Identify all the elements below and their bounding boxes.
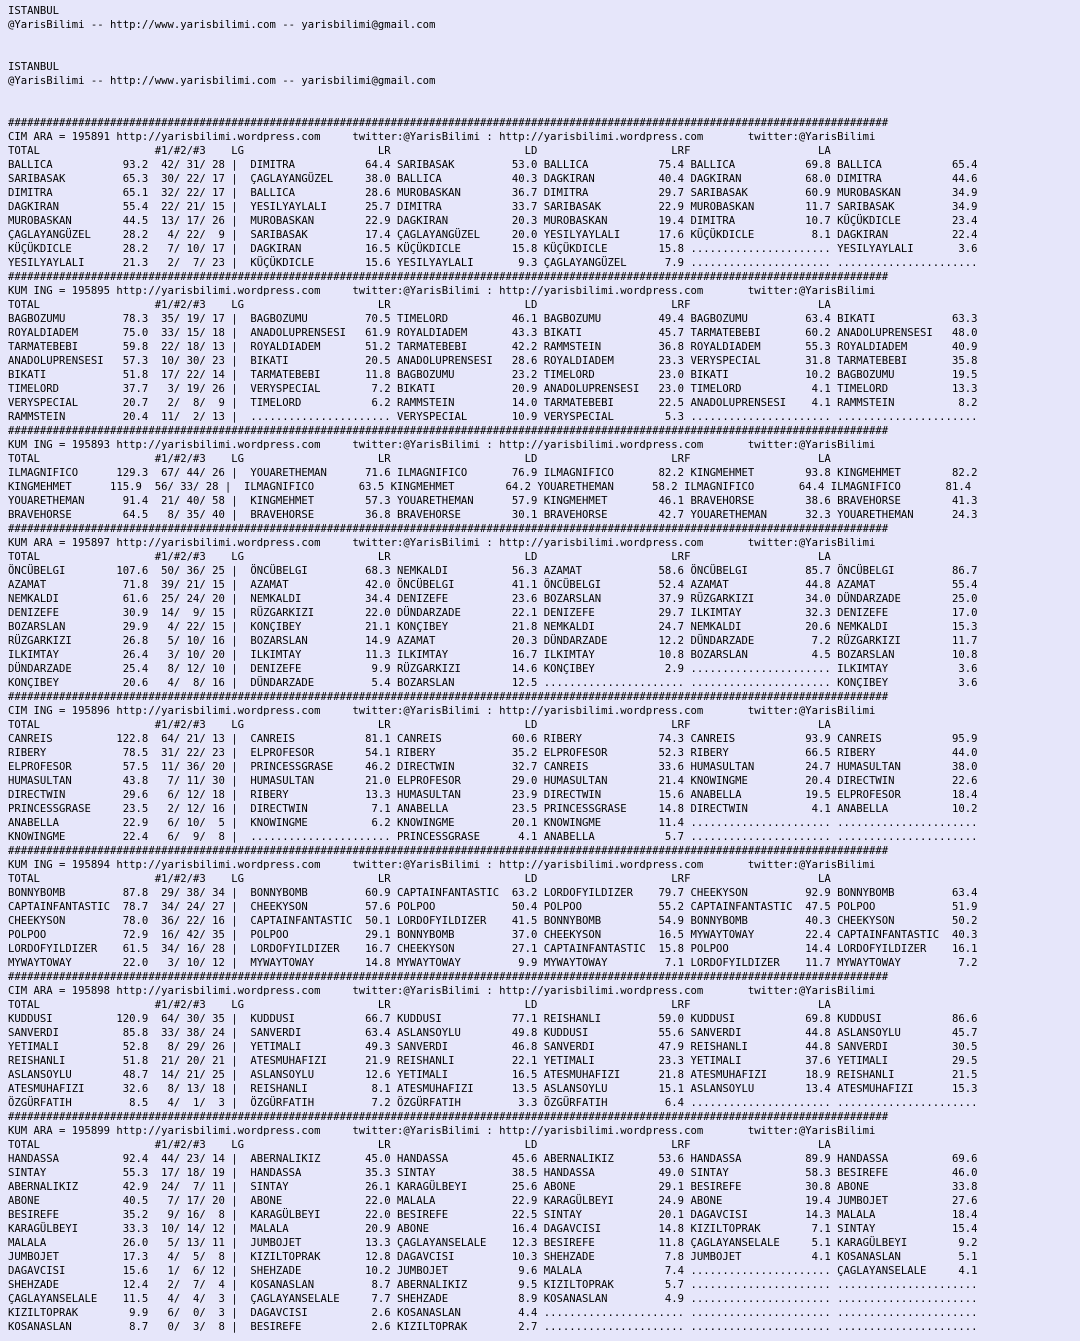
race-title: CIM ING = 195896 http://yarisbilimi.wordpress.com twitter:@YarisBilimi : http://yarisbilimi.wordpress.com twitter:@YarisBilimi — [8, 705, 876, 717]
table-row: DAGAVCISI 15.6 1/ 6/ 12 | SHEHZADE 10.2 JUMBOJET 9.6 MALALA 7.4 ...................... ÇAGLAYANSELALE 4.1 — [8, 1265, 978, 1277]
table-row: KINGMEHMET 115.9 56/ 33/ 28 | ILMAGNIFICO 63.5 KINGMEHMET 64.2 YOUARETHEMAN 58.2 ILMAGNIFICO 64.4 ILMAGNIFICO 81.4 — [8, 481, 972, 493]
table-row: ATESMUHAFIZI 32.6 8/ 13/ 18 | REISHANLI 8.1 ATESMUHAFIZI 13.5 ASLANSOYLU 15.1 ASLANSOYLU 13.4 ATESMUHAFIZI 15.3 — [8, 1083, 978, 1095]
table-row: ILMAGNIFICO 129.3 67/ 44/ 26 | YOUARETHEMAN 71.6 ILMAGNIFICO 76.9 ILMAGNIFICO 82.2 KINGMEHMET 93.8 KINGMEHMET 82.2 — [8, 467, 978, 479]
table-row: TIMELORD 37.7 3/ 19/ 26 | VERYSPECIAL 7.2 BIKATI 20.9 ANADOLUPRENSESI 23.0 TIMELORD 4.1 TIMELORD 13.3 — [8, 383, 978, 395]
table-row: HANDASSA 92.4 44/ 23/ 14 | ABERNALIKIZ 45.0 HANDASSA 45.6 ABERNALIKIZ 53.6 HANDASSA 89.9 HANDASSA 69.6 — [8, 1153, 978, 1165]
separator-line: ########################################################################################################################################## — [8, 117, 889, 129]
table-row: JUMBOJET 17.3 4/ 5/ 8 | KIZILTOPRAK 12.8 DAGAVCISI 10.3 SHEHZADE 7.8 JUMBOJET 4.1 KOSANASLAN 5.1 — [8, 1251, 978, 1263]
table-row: YETIMALI 52.8 8/ 29/ 26 | YETIMALI 49.3 SANVERDI 46.8 SANVERDI 47.9 REISHANLI 44.8 SANVERDI 30.5 — [8, 1041, 978, 1053]
table-row: BESIREFE 35.2 9/ 16/ 8 | KARAGÜLBEYI 22.0 BESIREFE 22.5 SINTAY 20.1 DAGAVCISI 14.3 MALALA 18.4 — [8, 1209, 978, 1221]
table-row: ÖZGÜRFATIH 8.5 4/ 1/ 3 | ÖZGÜRFATIH 7.2 ÖZGÜRFATIH 3.3 ÖZGÜRFATIH 6.4 ...................... ...................... — [8, 1097, 978, 1109]
table-row: SANVERDI 85.8 33/ 38/ 24 | SANVERDI 63.4 ASLANSOYLU 49.8 KUDDUSI 55.6 SANVERDI 44.8 ASLANSOYLU 45.7 — [8, 1027, 978, 1039]
race-title: CIM ARA = 195891 http://yarisbilimi.wordpress.com twitter:@YarisBilimi : http://yarisbilimi.wordpress.com twitter:@YarisBilimi — [8, 131, 876, 143]
table-row: DIMITRA 65.1 32/ 22/ 17 | BALLICA 28.6 MUROBASKAN 36.7 DIMITRA 29.7 SARIBASAK 60.9 MUROBASKAN 34.9 — [8, 187, 978, 199]
separator-line: ########################################################################################################################################## — [8, 271, 889, 283]
table-row: KUDDUSI 120.9 64/ 30/ 35 | KUDDUSI 66.7 KUDDUSI 77.1 REISHANLI 59.0 KUDDUSI 69.8 KUDDUSI 86.6 — [8, 1013, 978, 1025]
table-row: ANADOLUPRENSESI 57.3 10/ 30/ 23 | BIKATI 20.5 ANADOLUPRENSESI 28.6 ROYALDIADEM 23.3 VERYSPECIAL 31.8 TARMATEBEBI 35.8 — [8, 355, 978, 367]
column-header: TOTAL #1/#2/#3 LG LR LD LRF LA — [8, 1139, 831, 1151]
table-row: BIKATI 51.8 17/ 22/ 14 | TARMATEBEBI 11.8 BAGBOZUMU 23.2 TIMELORD 23.0 BIKATI 10.2 BAGBOZUMU 19.5 — [8, 369, 978, 381]
table-row: DÜNDARZADE 25.4 8/ 12/ 10 | DENIZEFE 9.9 RÜZGARKIZI 14.6 KONÇIBEY 2.9 ...................... ILKIMTAY 3.6 — [8, 663, 978, 675]
city-header: ISTANBUL — [8, 5, 60, 17]
table-row: ABONE 40.5 7/ 17/ 20 | ABONE 22.0 MALALA 22.9 KARAGÜLBEYI 24.9 ABONE 19.4 JUMBOJET 27.6 — [8, 1195, 978, 1207]
table-row: KÜÇÜKDICLE 28.2 7/ 10/ 17 | DAGKIRAN 16.5 KÜÇÜKDICLE 15.8 KÜÇÜKDICLE 15.8 ...................... YESILYAYLALI 3.6 — [8, 243, 978, 255]
table-row: YOUARETHEMAN 91.4 21/ 40/ 58 | KINGMEHMET 57.3 YOUARETHEMAN 57.9 KINGMEHMET 46.1 BRAVEHORSE 38.6 BRAVEHORSE 41.3 — [8, 495, 978, 507]
table-row: SINTAY 55.3 17/ 18/ 19 | HANDASSA 35.3 SINTAY 38.5 HANDASSA 49.0 SINTAY 58.3 BESIREFE 46.0 — [8, 1167, 978, 1179]
table-row: TARMATEBEBI 59.8 22/ 18/ 13 | ROYALDIADEM 51.2 TARMATEBEBI 42.2 RAMMSTEIN 36.8 ROYALDIADEM 55.3 ROYALDIADEM 40.9 — [8, 341, 978, 353]
table-row: SHEHZADE 12.4 2/ 7/ 4 | KOSANASLAN 8.7 ABERNALIKIZ 9.5 KIZILTOPRAK 5.7 ...................... ...................... — [8, 1279, 978, 1291]
header-spacer — [8, 88, 1080, 116]
table-row: CAPTAINFANTASTIC 78.7 34/ 24/ 27 | CHEEKYSON 57.6 POLPOO 50.4 POLPOO 55.2 CAPTAINFANTASTIC 47.5 POLPOO 51.9 — [8, 901, 978, 913]
table-row: ABERNALIKIZ 42.9 24/ 7/ 11 | SINTAY 26.1 KARAGÜLBEYI 25.6 ABONE 29.1 BESIREFE 30.8 ABONE 33.8 — [8, 1181, 978, 1193]
table-row: ILKIMTAY 26.4 3/ 10/ 20 | ILKIMTAY 11.3 ILKIMTAY 16.7 ILKIMTAY 10.8 BOZARSLAN 4.5 BOZARSLAN 10.8 — [8, 649, 978, 661]
table-row: MUROBASKAN 44.5 13/ 17/ 26 | MUROBASKAN 22.9 DAGKIRAN 20.3 MUROBASKAN 19.4 DIMITRA 10.7 KÜÇÜKDICLE 23.4 — [8, 215, 978, 227]
separator-line: ########################################################################################################################################## — [8, 691, 889, 703]
separator-line: ########################################################################################################################################## — [8, 971, 889, 983]
table-row: BALLICA 93.2 42/ 31/ 28 | DIMITRA 64.4 SARIBASAK 53.0 BALLICA 75.4 BALLICA 69.8 BALLICA 65.4 — [8, 159, 978, 171]
table-row: CANREIS 122.8 64/ 21/ 13 | CANREIS 81.1 CANREIS 60.6 RIBERY 74.3 CANREIS 93.9 CANREIS 95.9 — [8, 733, 978, 745]
table-row: DENIZEFE 30.9 14/ 9/ 15 | RÜZGARKIZI 22.0 DÜNDARZADE 22.1 DENIZEFE 29.7 ILKIMTAY 32.3 DENIZEFE 17.0 — [8, 607, 978, 619]
column-header: TOTAL #1/#2/#3 LG LR LD LRF LA — [8, 999, 831, 1011]
table-row: KARAGÜLBEYI 33.3 10/ 14/ 12 | MALALA 20.9 ABONE 16.4 DAGAVCISI 14.8 KIZILTOPRAK 7.1 SINTAY 15.4 — [8, 1223, 978, 1235]
column-header: TOTAL #1/#2/#3 LG LR LD LRF LA — [8, 551, 831, 563]
table-row: BONNYBOMB 87.8 29/ 38/ 34 | BONNYBOMB 60.9 CAPTAINFANTASTIC 63.2 LORDOFYILDIZER 79.7 CHEEKYSON 92.9 BONNYBOMB 63.4 — [8, 887, 978, 899]
table-row: CHEEKYSON 78.0 36/ 22/ 16 | CAPTAINFANTASTIC 50.1 LORDOFYILDIZER 41.5 BONNYBOMB 54.9 BONNYBOMB 40.3 CHEEKYSON 50.2 — [8, 915, 978, 927]
separator-line: ########################################################################################################################################## — [8, 523, 889, 535]
table-row: POLPOO 72.9 16/ 42/ 35 | POLPOO 29.1 BONNYBOMB 37.0 CHEEKYSON 16.5 MYWAYTOWAY 22.4 CAPTAINFANTASTIC 40.3 — [8, 929, 978, 941]
table-row: PRINCESSGRASE 23.5 2/ 12/ 16 | DIRECTWIN 7.1 ANABELLA 23.5 PRINCESSGRASE 14.8 DIRECTWIN 4.1 ANABELLA 10.2 — [8, 803, 978, 815]
race-title: KUM ING = 195895 http://yarisbilimi.wordpress.com twitter:@YarisBilimi : http://yarisbilimi.wordpress.com twitter:@YarisBilimi — [8, 285, 876, 297]
header-spacer — [8, 32, 1080, 60]
table-row: BRAVEHORSE 64.5 8/ 35/ 40 | BRAVEHORSE 36.8 BRAVEHORSE 30.1 BRAVEHORSE 42.7 YOUARETHEMAN 32.3 YOUARETHEMAN 24.3 — [8, 509, 978, 521]
table-row: ASLANSOYLU 48.7 14/ 21/ 25 | ASLANSOYLU 12.6 YETIMALI 16.5 ATESMUHAFIZI 21.8 ATESMUHAFIZI 18.9 REISHANLI 21.5 — [8, 1069, 978, 1081]
race-title: KUM ARA = 195899 http://yarisbilimi.wordpress.com twitter:@YarisBilimi : http://yarisbilimi.wordpress.com twitter:@YarisBilimi — [8, 1125, 876, 1137]
table-row: REISHANLI 51.8 21/ 20/ 21 | ATESMUHAFIZI 21.9 REISHANLI 22.1 YETIMALI 23.3 YETIMALI 37.6 YETIMALI 29.5 — [8, 1055, 978, 1067]
column-header: TOTAL #1/#2/#3 LG LR LD LRF LA — [8, 145, 831, 157]
contact-line: @YarisBilimi -- http://www.yarisbilimi.com -- yarisbilimi@gmail.com — [8, 19, 436, 31]
table-row: DIRECTWIN 29.6 6/ 12/ 18 | RIBERY 13.3 HUMASULTAN 23.9 DIRECTWIN 15.6 ANABELLA 19.5 ELPROFESOR 18.4 — [8, 789, 978, 801]
table-row: BAGBOZUMU 78.3 35/ 19/ 17 | BAGBOZUMU 70.5 TIMELORD 46.1 BAGBOZUMU 49.4 BAGBOZUMU 63.4 BIKATI 63.3 — [8, 313, 978, 325]
table-row: RAMMSTEIN 20.4 11/ 2/ 13 | ...................... VERYSPECIAL 10.9 VERYSPECIAL 5.3 ...................... ...................... — [8, 411, 978, 423]
race-title: KUM ING = 195893 http://yarisbilimi.wordpress.com twitter:@YarisBilimi : http://yarisbilimi.wordpress.com twitter:@YarisBilimi — [8, 439, 876, 451]
column-header: TOTAL #1/#2/#3 LG LR LD LRF LA — [8, 873, 831, 885]
table-row: ELPROFESOR 57.5 11/ 36/ 20 | PRINCESSGRASE 46.2 DIRECTWIN 32.7 CANREIS 33.6 HUMASULTAN 24.7 HUMASULTAN 38.0 — [8, 761, 978, 773]
column-header: TOTAL #1/#2/#3 LG LR LD LRF LA — [8, 299, 831, 311]
table-row: VERYSPECIAL 20.7 2/ 8/ 9 | TIMELORD 6.2 RAMMSTEIN 14.0 TARMATEBEBI 22.5 ANADOLUPRENSESI 4.1 RAMMSTEIN 8.2 — [8, 397, 978, 409]
table-row: NEMKALDI 61.6 25/ 24/ 20 | NEMKALDI 34.4 DENIZEFE 23.6 BOZARSLAN 37.9 RÜZGARKIZI 34.0 DÜNDARZADE 25.0 — [8, 593, 978, 605]
table-row: MALALA 26.0 5/ 13/ 11 | JUMBOJET 13.3 ÇAGLAYANSELALE 12.3 BESIREFE 11.8 ÇAGLAYANSELALE 5.1 KARAGÜLBEYI 9.2 — [8, 1237, 978, 1249]
race-title: CIM ARA = 195898 http://yarisbilimi.wordpress.com twitter:@YarisBilimi : http://yarisbilimi.wordpress.com twitter:@YarisBilimi — [8, 985, 876, 997]
table-row: KONÇIBEY 20.6 4/ 8/ 16 | DÜNDARZADE 5.4 BOZARSLAN 12.5 ...................... ...................... KONÇIBEY 3.6 — [8, 677, 978, 689]
table-row: LORDOFYILDIZER 61.5 34/ 16/ 28 | LORDOFYILDIZER 16.7 CHEEKYSON 27.1 CAPTAINFANTASTIC 15.8 POLPOO 14.4 LORDOFYILDIZER 16.1 — [8, 943, 978, 955]
separator-line: ########################################################################################################################################## — [8, 1111, 889, 1123]
table-row: HUMASULTAN 43.8 7/ 11/ 30 | HUMASULTAN 21.0 ELPROFESOR 29.0 HUMASULTAN 21.4 KNOWINGME 20.4 DIRECTWIN 22.6 — [8, 775, 978, 787]
table-row: SARIBASAK 65.3 30/ 22/ 17 | ÇAGLAYANGÜZEL 38.0 BALLICA 40.3 DAGKIRAN 40.4 DAGKIRAN 68.0 DIMITRA 44.6 — [8, 173, 978, 185]
city-header: ISTANBUL — [8, 61, 60, 73]
column-header: TOTAL #1/#2/#3 LG LR LD LRF LA — [8, 453, 831, 465]
contact-line: @YarisBilimi -- http://www.yarisbilimi.com -- yarisbilimi@gmail.com — [8, 75, 436, 87]
separator-line: ########################################################################################################################################## — [8, 845, 889, 857]
table-row: KNOWINGME 22.4 6/ 9/ 8 | ...................... PRINCESSGRASE 4.1 ANABELLA 5.7 ...................... ...................... — [8, 831, 978, 843]
column-header: TOTAL #1/#2/#3 LG LR LD LRF LA — [8, 719, 831, 731]
table-row: YESILYAYLALI 21.3 2/ 7/ 23 | KÜÇÜKDICLE 15.6 YESILYAYLALI 9.3 ÇAGLAYANGÜZEL 7.9 ...................... ...................... — [8, 257, 978, 269]
table-row: ÇAGLAYANGÜZEL 28.2 4/ 22/ 9 | SARIBASAK 17.4 ÇAGLAYANGÜZEL 20.0 YESILYAYLALI 17.6 KÜÇÜKDICLE 8.1 DAGKIRAN 22.4 — [8, 229, 978, 241]
table-row: RIBERY 78.5 31/ 22/ 23 | ELPROFESOR 54.1 RIBERY 35.2 ELPROFESOR 52.3 RIBERY 66.5 RIBERY 44.0 — [8, 747, 978, 759]
race-title: KUM ARA = 195897 http://yarisbilimi.wordpress.com twitter:@YarisBilimi : http://yarisbilimi.wordpress.com twitter:@YarisBilimi — [8, 537, 876, 549]
separator-line: ########################################################################################################################################## — [8, 425, 889, 437]
table-row: ÇAGLAYANSELALE 11.5 4/ 4/ 3 | ÇAGLAYANSELALE 7.7 SHEHZADE 8.9 KOSANASLAN 4.9 ...................... ...................... — [8, 1293, 978, 1305]
table-row: DAGKIRAN 55.4 22/ 21/ 15 | YESILYAYLALI 25.7 DIMITRA 33.7 SARIBASAK 22.9 MUROBASKAN 11.7 SARIBASAK 34.9 — [8, 201, 978, 213]
table-row: ÖNCÜBELGI 107.6 50/ 36/ 25 | ÖNCÜBELGI 68.3 NEMKALDI 56.3 AZAMAT 58.6 ÖNCÜBELGI 85.7 ÖNCÜBELGI 86.7 — [8, 565, 978, 577]
table-row: MYWAYTOWAY 22.0 3/ 10/ 12 | MYWAYTOWAY 14.8 MYWAYTOWAY 9.9 MYWAYTOWAY 7.1 LORDOFYILDIZER 11.7 MYWAYTOWAY 7.2 — [8, 957, 978, 969]
race-title: KUM ING = 195894 http://yarisbilimi.wordpress.com twitter:@YarisBilimi : http://yarisbilimi.wordpress.com twitter:@YarisBilimi — [8, 859, 876, 871]
table-row: ANABELLA 22.9 6/ 10/ 5 | KNOWINGME 6.2 KNOWINGME 20.1 KNOWINGME 11.4 ...................... ...................... — [8, 817, 978, 829]
table-row: AZAMAT 71.8 39/ 21/ 15 | AZAMAT 42.0 ÖNCÜBELGI 41.1 ÖNCÜBELGI 52.4 AZAMAT 44.8 AZAMAT 55.4 — [8, 579, 978, 591]
table-row: KOSANASLAN 8.7 0/ 3/ 8 | BESIREFE 2.6 KIZILTOPRAK 2.7 ...................... ...................... ...................... — [8, 1321, 978, 1333]
table-row: ROYALDIADEM 75.0 33/ 15/ 18 | ANADOLUPRENSESI 61.9 ROYALDIADEM 43.3 BIKATI 45.7 TARMATEBEBI 60.2 ANADOLUPRENSESI 48.0 — [8, 327, 978, 339]
table-row: RÜZGARKIZI 26.8 5/ 10/ 16 | BOZARSLAN 14.9 AZAMAT 20.3 DÜNDARZADE 12.2 DÜNDARZADE 7.2 RÜZGARKIZI 11.7 — [8, 635, 978, 647]
table-row: KIZILTOPRAK 9.9 6/ 0/ 3 | DAGAVCISI 2.6 KOSANASLAN 4.4 ...................... ...................... ...................... — [8, 1307, 978, 1319]
table-row: BOZARSLAN 29.9 4/ 22/ 15 | KONÇIBEY 21.1 KONÇIBEY 21.8 NEMKALDI 24.7 NEMKALDI 20.6 NEMKALDI 15.3 — [8, 621, 978, 633]
